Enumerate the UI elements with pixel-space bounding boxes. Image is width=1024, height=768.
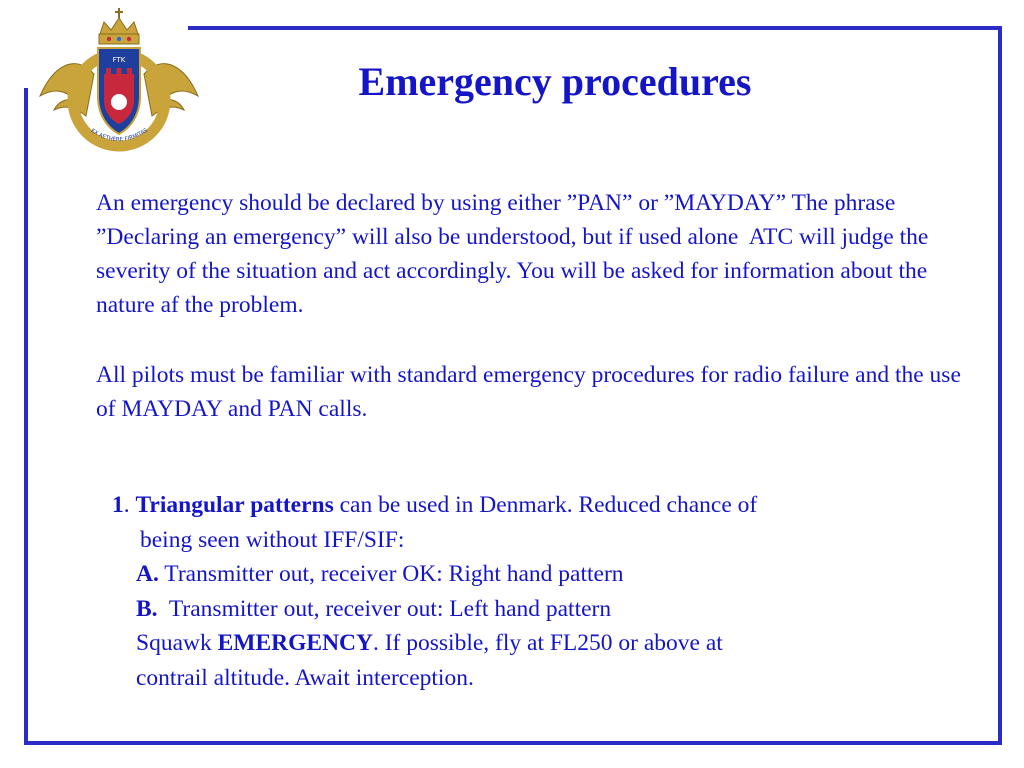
- option-a-text: Transmitter out, receiver OK: Right hand pattern: [158, 561, 624, 587]
- option-a-line: [112, 557, 932, 592]
- frame-bottom-border: [24, 741, 1002, 745]
- procedure-list: [112, 488, 932, 695]
- option-a-label: A.: [136, 561, 159, 587]
- frame-top-border: [188, 26, 1002, 30]
- option-b-text: Transmitter out, receiver out: Left hand pattern: [157, 595, 612, 622]
- page-title: Emergency procedures: [358, 59, 752, 104]
- squawk-code: EMERGENCY: [217, 630, 373, 656]
- list-item-heading: Triangular patterns: [135, 492, 334, 518]
- list-item-1-line: 1. Triangular patterns can be used in Denmark. Reduced chance of: [112, 492, 758, 518]
- paragraph-pilot-familiarity: All pilots must be familiar with standard emergency procedures for radio failure and the use of MAYDAY and PAN calls.: [96, 362, 961, 422]
- option-b-line: [112, 592, 932, 627]
- interception-line: contrail altitude. Await interception.: [136, 664, 474, 691]
- paragraph-declaring-emergency: An emergency should be declared by using either ”PAN” or ”MAYDAY” The phrase ”Declaring an emergency” will also be understood, but if used alone ATC will judge the severity of the situation and act accordingly. You will be asked for information about the nature af the problem.: [96, 190, 929, 318]
- list-item-continuation: being seen without IFF/SIF:: [140, 526, 405, 553]
- list-item-number: 1: [112, 492, 124, 518]
- list-item-text: can be used in Denmark. Reduced chance of: [333, 492, 758, 518]
- squawk-text: . If possible, fly at FL250 or above at: [372, 630, 723, 656]
- logo-badge-text: FTK: [112, 56, 126, 64]
- squawk-line: Squawk EMERGENCY. If possible, fly at FL250 or above at: [136, 630, 723, 656]
- frame-left-border: [24, 88, 28, 745]
- logo-motto-text: EX AETHERE FIRMITAS: [89, 127, 150, 144]
- frame-right-border: [998, 26, 1002, 745]
- option-b-label: B.: [136, 595, 158, 622]
- squadron-crest-logo: [36, 4, 202, 160]
